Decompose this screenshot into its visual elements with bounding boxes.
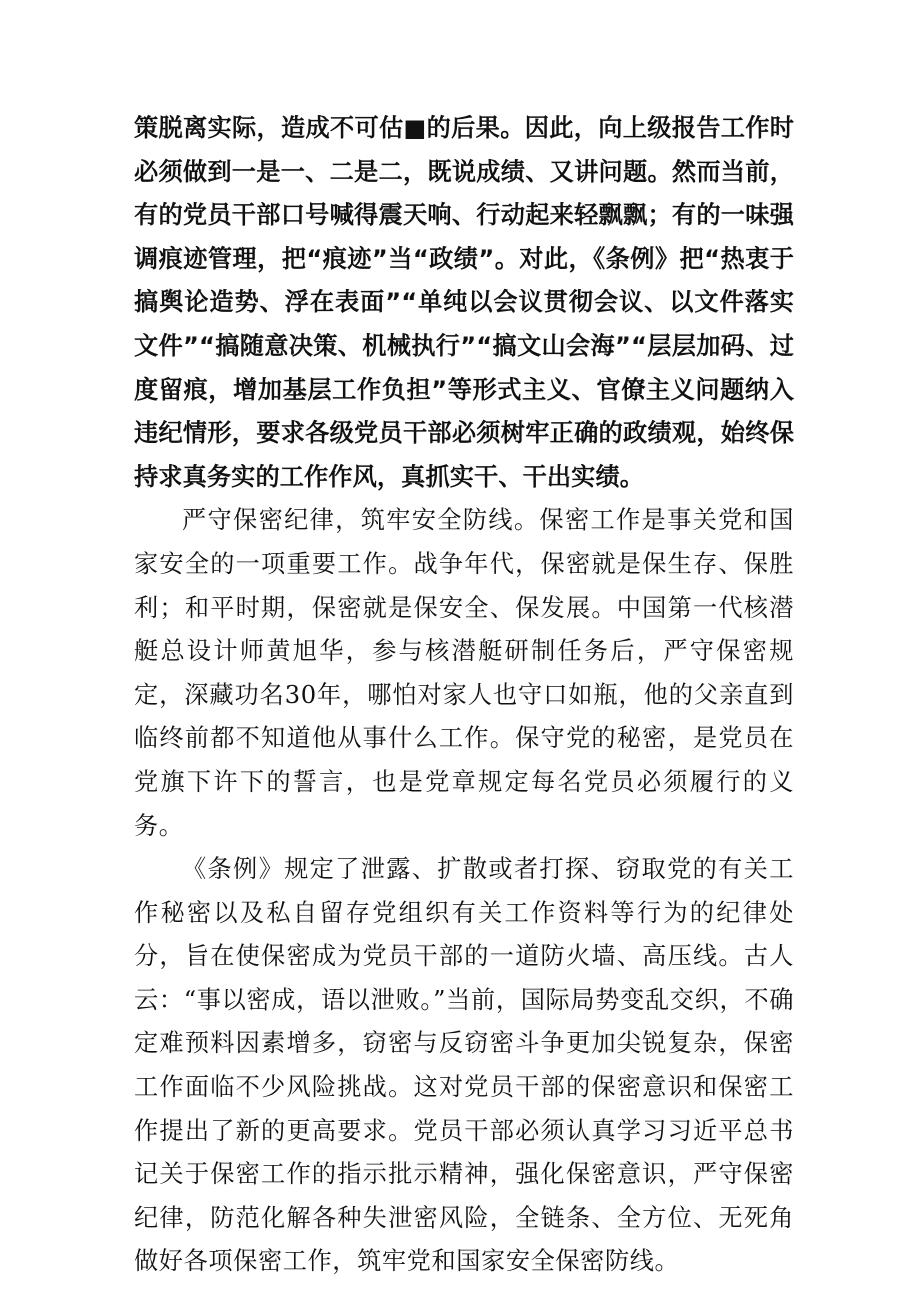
- paragraph-regulations-confidentiality: 《条例》规定了泄露、扩散或者打探、窃取党的有关工作秘密以及私自留存党组织有关工作资料等行为的纪律处分，旨在使保密成为党员干部的一道防火墙、高压线。古人云：“事以密成，语以泄败。”当前，国际局势变乱交织，不确定难预料因素增多，窃密与反窃密斗争更加尖锐复杂，保密工作面临不少风险挑战。这对党员干部的保密意识和保密工作提出了新的更高要求。党员干部必须认真学习习近平总书记关于保密工作的指示批示精神，强化保密意识，严守保密纪律，防范化解各种失泄密风险，全链条、全方位、无死角做好各项保密工作，筑牢党和国家安全保密防线。: [134, 855, 794, 1276]
- paragraph-confidentiality-discipline: 严守保密纪律，筑牢安全防线。保密工作是事关党和国家安全的一项重要工作。战争年代，保密就是保生存、保胜利；和平时期，保密就是保安全、保发展。中国第一代核潜艇总设计师黄旭华，参与核潜艇研制任务后，严守保密规定，深藏功名30年，哪怕对家人也守口如瓶，他的父亲直到临终前都不知道他从事什么工作。保守党的秘密，是党员在党旗下许下的誓言，也是党章规定每名党员必须履行的义务。: [134, 506, 794, 840]
- document-body: [134, 107, 794, 1284]
- paragraph-formalism: 策脱离实际，造成不可估■的后果。因此，向上级报告工作时必须做到一是一、二是二，既说成绩、又讲问题。然而当前，有的党员干部口号喊得震天响、行动起来轻飘飘；有的一味强调痕迹管理，把“痕迹”当“政绩”。对此，《条例》把“热衷于搞舆论造势、浮在表面”“单纯以会议贯彻会议、以文件落实文件”“搞随意决策、机械执行”“搞文山会海”“层层加码、过度留痕，增加基层工作负担”等形式主义、官僚主义问题纳入违纪情形，要求各级党员干部必须树牢正确的政绩观，始终保持求真务实的工作作风，真抓实干、干出实绩。: [134, 114, 794, 491]
